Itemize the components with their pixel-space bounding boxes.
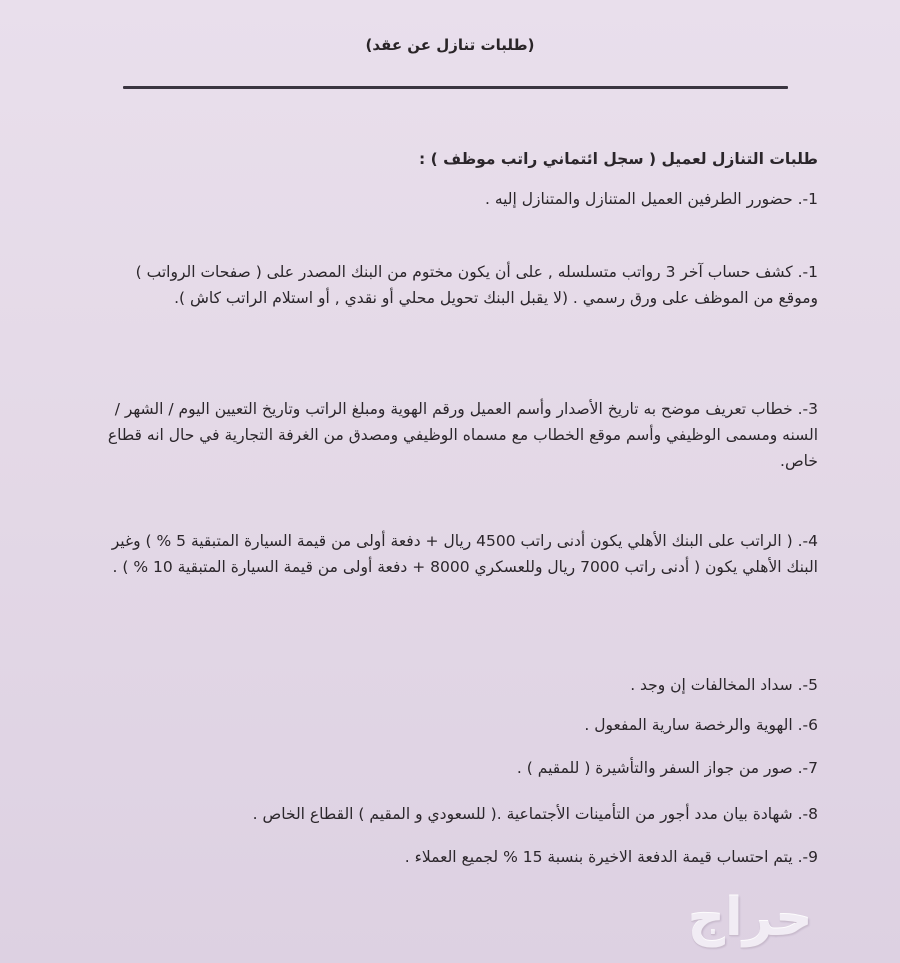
list-item [118, 801, 818, 827]
haraj-watermark-logo: حراج [687, 888, 813, 948]
item-number: 8-. [797, 805, 818, 823]
item-text: الهوية والرخصة سارية المفعول . [584, 716, 793, 734]
list-item [118, 844, 818, 870]
item-text: خطاب تعريف موضح به تاريخ الأصدار وأسم العميل ورقم الهوية ومبلغ الراتب وتاريخ التعيين اليوم / الشهر / السنه ومسمى الوظيفي وأسم موقع الخطاب مع مسماه الوظيفي ومصدق من الغرفة التجارية في حال انه قطاع خاص. [107, 400, 818, 470]
item-text: حضورر الطرفين العميل المتنازل والمتنازل إليه . [484, 190, 793, 208]
item-number: 4-. [797, 532, 818, 550]
item-number: 1-. [797, 263, 818, 281]
item-number: 6-. [797, 716, 818, 734]
item-number: 9-. [797, 848, 818, 866]
item-text: كشف حساب آخر 3 رواتب متسلسله , على أن يكون مختوم من البنك المصدر على ( صفحات الرواتب ) وموقع من الموظف على ورق رسمي . (لا يقبل البنك تحويل محلي أو نقدي , أو استلام الراتب كاش ). [135, 263, 818, 307]
item-number: 7-. [797, 759, 818, 777]
list-item [118, 712, 818, 738]
list-item [118, 186, 818, 212]
list-item [98, 259, 818, 311]
item-text: سداد المخالفات إن وجد . [630, 676, 793, 694]
list-item [98, 396, 818, 474]
list-item [98, 528, 818, 580]
list-item [118, 672, 818, 698]
list-item [118, 755, 818, 781]
item-text: شهادة بيان مدد أجور من التأمينات الأجتماعية .( للسعودي و المقيم ) القطاع الخاص . [252, 805, 793, 823]
section-heading: طلبات التنازل لعميل ( سجل ائتماني راتب موظف ) : [419, 150, 818, 168]
item-number: 1-. [797, 190, 818, 208]
title-divider [123, 86, 788, 89]
item-number: 3-. [797, 400, 818, 418]
item-text: صور من جواز السفر والتأشيرة ( للمقيم ) . [516, 759, 793, 777]
item-text: يتم احتساب قيمة الدفعة الاخيرة بنسبة 15 % لجميع العملاء . [404, 848, 793, 866]
item-text: ( الراتب على البنك الأهلي يكون أدنى راتب 4500 ريال + دفعة أولى من قيمة السيارة المتبقية 5 % ) وغير البنك الأهلي يكون ( أدنى راتب 7000 ريال وللعسكري 8000 + دفعة أولى من قيمة السيارة المتبقية 10 % ) . [111, 532, 818, 576]
document-title: (طلبات تنازل عن عقد) [365, 36, 535, 54]
item-number: 5-. [797, 676, 818, 694]
